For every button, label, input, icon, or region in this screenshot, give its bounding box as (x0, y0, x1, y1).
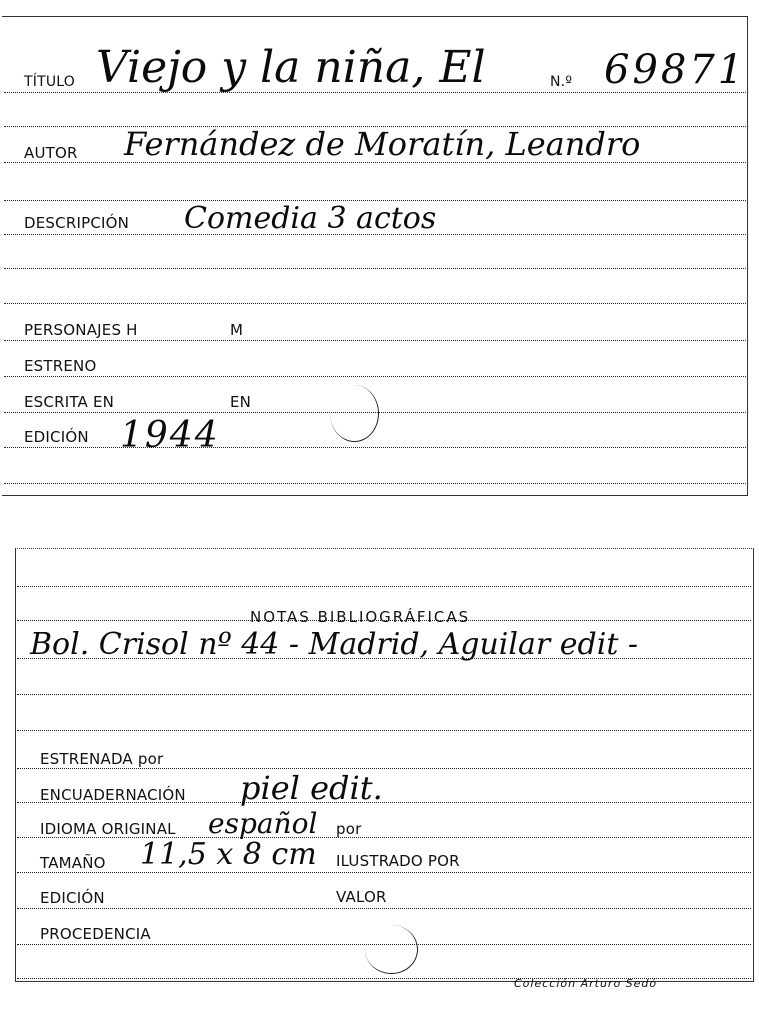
rule (4, 483, 746, 484)
rule (17, 730, 751, 731)
rule (4, 376, 746, 377)
idioma-por-label: por (336, 820, 362, 838)
descripcion-value: Comedia 3 actos (184, 201, 437, 236)
encuadernacion-label: ENCUADERNACIÓN (40, 786, 186, 804)
idioma-value: español (208, 807, 318, 840)
autor-label: AUTOR (24, 144, 78, 162)
edicion2-label: EDICIÓN (40, 889, 105, 907)
edicion-value: 1944 (120, 415, 220, 456)
collection-footer: Colección Arturo Sedó (514, 977, 658, 990)
escrita-en-label: EN (230, 393, 252, 411)
tamano-value: 11,5 x 8 cm (140, 837, 317, 872)
titulo-value: Viejo y la niña, El (96, 42, 486, 93)
descripcion-label: DESCRIPCIÓN (24, 214, 130, 232)
estrenada-label: ESTRENADA por (40, 750, 164, 768)
idioma-label: IDIOMA ORIGINAL (40, 820, 176, 838)
rule (17, 586, 751, 587)
rule (4, 303, 746, 304)
valor-label: VALOR (336, 888, 387, 906)
rule (4, 340, 746, 341)
punch-hole (330, 385, 379, 442)
escrita-label: ESCRITA EN (24, 393, 115, 411)
personajes-label: PERSONAJES H (24, 321, 138, 339)
procedencia-label: PROCEDENCIA (40, 925, 151, 943)
personajes-m-label: M (230, 321, 244, 339)
estreno-label: ESTRENO (24, 357, 97, 375)
rule (4, 268, 746, 269)
notas-title: NOTAS BIBLIOGRÁFICAS (250, 608, 471, 626)
rule (17, 908, 751, 909)
ilustrado-label: ILUSTRADO POR (336, 852, 460, 870)
punch-hole (365, 925, 418, 974)
numero-value: 69871 (604, 47, 747, 93)
numero-label: N.º (550, 74, 573, 90)
titulo-label: TÍTULO (24, 74, 75, 90)
notas-value: Bol. Crisol nº 44 - Madrid, Aguilar edit - (30, 627, 639, 662)
encuadernacion-value: piel edit. (240, 769, 383, 807)
rule (17, 872, 751, 873)
tamano-label: TAMAÑO (40, 854, 106, 872)
rule (17, 694, 751, 695)
autor-value: Fernández de Moratín, Leandro (124, 125, 641, 163)
rule (4, 447, 746, 448)
rule (17, 768, 751, 769)
edicion-label: EDICIÓN (24, 428, 89, 446)
